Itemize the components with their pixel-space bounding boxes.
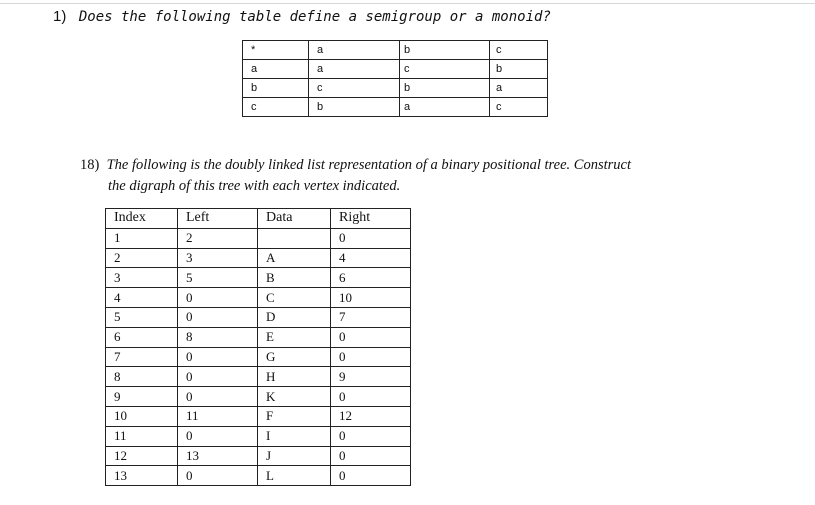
table-cell: E (258, 327, 331, 347)
table-row (106, 387, 411, 407)
operation-table-cell: a (243, 60, 309, 79)
table-cell: 10 (106, 406, 178, 426)
table-cell: G (258, 347, 331, 367)
table-cell: F (258, 406, 331, 426)
table-cell: 0 (331, 466, 411, 486)
table-cell: 0 (331, 327, 411, 347)
column-header-right: Right (331, 209, 411, 229)
question-1-text: Does the following table define a semigroup or a monoid? (78, 9, 551, 25)
table-cell: 6 (106, 327, 178, 347)
column-header-left: Left (178, 209, 258, 229)
column-header-index: Index (106, 209, 178, 229)
table-row (106, 367, 411, 387)
table-cell: 9 (331, 367, 411, 387)
table-row (106, 446, 411, 466)
operation-table-cell: b (243, 79, 309, 98)
table-cell: J (258, 446, 331, 466)
table-cell: A (258, 248, 331, 268)
table-cell: 9 (106, 387, 178, 407)
table-cell: 4 (331, 248, 411, 268)
table-cell: 8 (178, 327, 258, 347)
table-cell: B (258, 268, 331, 288)
table-row (106, 406, 411, 426)
table-cell: 0 (178, 466, 258, 486)
question-18-text-line1: The following is the doubly linked list representation of a binary positional tree. Construct (106, 157, 631, 173)
operation-table-cell: a (309, 41, 400, 60)
table-cell: 7 (106, 347, 178, 367)
table-cell: I (258, 426, 331, 446)
operation-table-row (243, 60, 548, 79)
table-cell: K (258, 387, 331, 407)
question-1 (53, 8, 551, 25)
table-cell: 0 (331, 446, 411, 466)
table-cell: D (258, 307, 331, 327)
operation-table-cell: b (400, 79, 490, 98)
table-row (106, 268, 411, 288)
operation-table-cell: c (309, 79, 400, 98)
table-cell: 5 (106, 307, 178, 327)
question-18-number: 18) (80, 157, 100, 173)
table-cell: 6 (331, 268, 411, 288)
table-row (106, 288, 411, 308)
operation-table-cell: b (400, 41, 490, 60)
table-cell: 0 (331, 228, 411, 248)
table-row (106, 307, 411, 327)
table-cell: 1 (106, 228, 178, 248)
table-cell: 4 (106, 288, 178, 308)
page-top-border (0, 0, 815, 4)
question-1-number: 1) (53, 8, 67, 25)
operation-table-cell: * (243, 41, 309, 60)
table-cell: C (258, 288, 331, 308)
table-cell: 11 (178, 406, 258, 426)
table-row (106, 248, 411, 268)
table-cell: 0 (178, 426, 258, 446)
table-cell: 10 (331, 288, 411, 308)
table-cell: 0 (178, 387, 258, 407)
operation-table-cell: a (490, 79, 548, 98)
table-cell: 5 (178, 268, 258, 288)
table-row (106, 426, 411, 446)
table-row (106, 466, 411, 486)
table-cell: 0 (178, 307, 258, 327)
operation-table-cell: a (400, 98, 490, 117)
table-cell (258, 228, 331, 248)
question-18-text-line2: the digraph of this tree with each vertex indicated. (108, 178, 401, 194)
operation-table (242, 40, 548, 117)
operation-table-cell: c (243, 98, 309, 117)
table-row (106, 347, 411, 367)
operation-table-cell: c (490, 41, 548, 60)
linked-list-table-header-row (106, 209, 411, 229)
table-cell: 7 (331, 307, 411, 327)
table-cell: 12 (106, 446, 178, 466)
operation-table-row (243, 98, 548, 117)
operation-table-cell: b (490, 60, 548, 79)
linked-list-table (105, 208, 411, 486)
table-cell: 8 (106, 367, 178, 387)
table-cell: 0 (331, 387, 411, 407)
table-cell: 13 (106, 466, 178, 486)
table-row (106, 228, 411, 248)
table-cell: 2 (106, 248, 178, 268)
table-row (106, 327, 411, 347)
operation-table-row (243, 79, 548, 98)
table-cell: H (258, 367, 331, 387)
table-cell: 0 (178, 347, 258, 367)
column-header-data: Data (258, 209, 331, 229)
table-cell: 13 (178, 446, 258, 466)
table-cell: 0 (178, 288, 258, 308)
table-cell: 12 (331, 406, 411, 426)
operation-table-cell: a (309, 60, 400, 79)
operation-table-cell: c (400, 60, 490, 79)
table-cell: 0 (178, 367, 258, 387)
table-cell: L (258, 466, 331, 486)
table-cell: 2 (178, 228, 258, 248)
operation-table-header-row (243, 41, 548, 60)
question-18 (80, 155, 780, 197)
table-cell: 0 (331, 426, 411, 446)
table-cell: 0 (331, 347, 411, 367)
operation-table-cell: b (309, 98, 400, 117)
table-cell: 11 (106, 426, 178, 446)
operation-table-cell: c (490, 98, 548, 117)
table-cell: 3 (106, 268, 178, 288)
table-cell: 3 (178, 248, 258, 268)
